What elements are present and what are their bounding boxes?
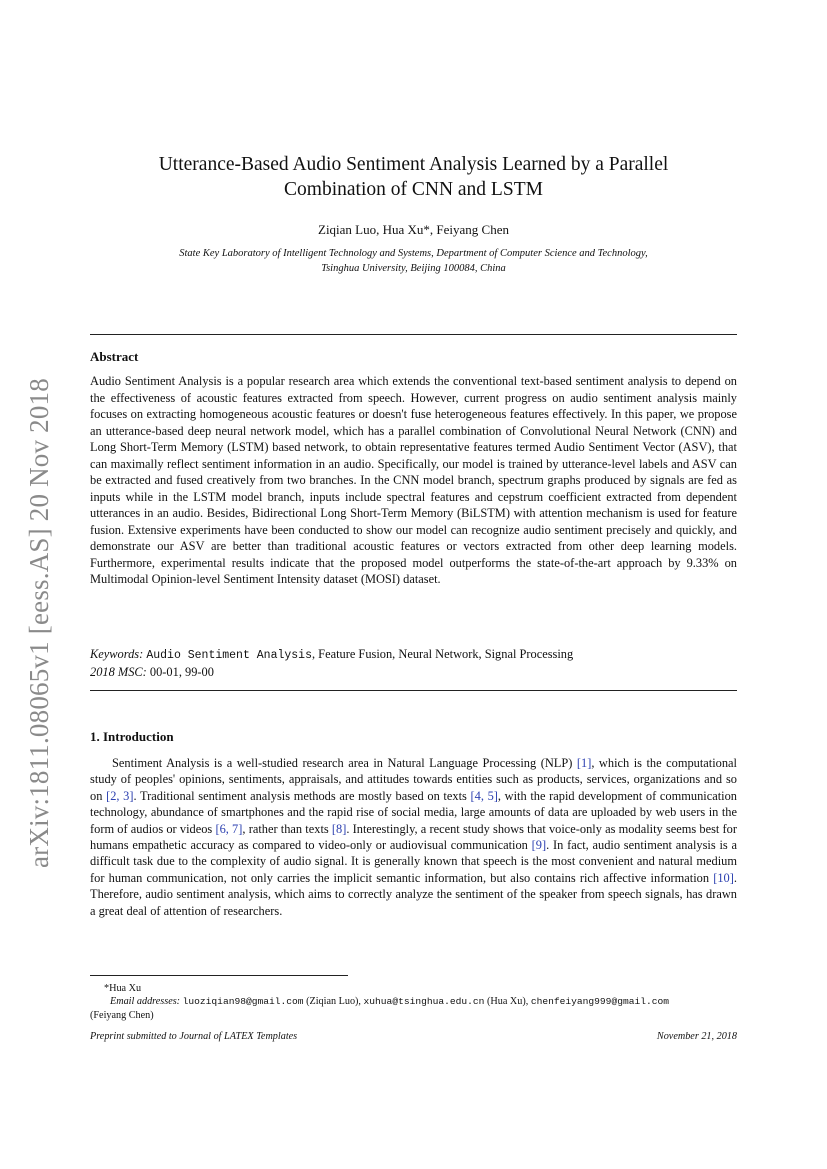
footnote-emails (90, 995, 737, 1023)
email-owner-3: (Feiyang Chen) (90, 1010, 154, 1021)
footer-date: November 21, 2018 (656, 1031, 737, 1042)
citation-link[interactable]: [1] (576, 756, 592, 770)
email-address-1[interactable]: luoziqian98@gmail.com (182, 996, 304, 1007)
abstract-top-rule (90, 334, 737, 335)
title-line-1: Utterance-Based Audio Sentiment Analysis Learned by a Parallel (158, 154, 669, 175)
paper-title (100, 152, 727, 202)
intro-text: , which is the computational study of peoples' opinions, sentiments, appraisals, and attitudes towards entities such as products, services, organizations and so on (90, 756, 738, 803)
email-address-3[interactable]: chenfeiyang999@gmail.com (530, 996, 670, 1007)
footer-submission-note: Preprint submitted to Journal of LATEX Templates (90, 1031, 298, 1042)
author-list: Ziqian Luo, Hua Xu*, Feiyang Chen (318, 222, 509, 237)
keywords-line (90, 646, 737, 664)
affiliation-line-1: State Key Laboratory of Intelligent Technology and Systems, Department of Computer Science and Technology, (179, 248, 648, 259)
citation-link[interactable]: [4, 5] (470, 788, 498, 803)
email-label: Email addresses: (110, 996, 181, 1007)
citation-link[interactable]: [2, 3] (106, 788, 134, 803)
citation-link[interactable]: [6, 7] (215, 821, 243, 836)
affiliation-line-2: Tsinghua University, Beijing 100084, China (321, 263, 506, 274)
intro-text: . Traditional sentiment analysis methods are mostly based on texts (133, 788, 471, 803)
citation-link[interactable]: [8] (331, 821, 347, 836)
citation-link[interactable]: [10] (713, 870, 734, 885)
abstract-bottom-rule (90, 690, 737, 691)
introduction-paragraph (90, 755, 737, 919)
msc-line (90, 664, 737, 681)
email-address-2[interactable]: xuhua@tsinghua.edu.cn (363, 996, 485, 1007)
title-line-2: Combination of CNN and LSTM (284, 179, 543, 200)
intro-text: . Interestingly, a recent study shows that voice-only as modality seems best for humans empathetic accuracy as compared to video-only or audiovisual communication (90, 821, 738, 853)
msc-label: 2018 MSC: (90, 665, 147, 679)
arxiv-side-identifier: arXiv:1811.08065v1 [eess.AS] 20 Nov 2018 (24, 378, 54, 868)
intro-text: . In fact, audio sentiment analysis is a difficult task due to the complexity of audio signal. It is generally known that speech is the most convenient and natural medium for human communication, not only carries the implicit semantic information, but also contains rich affective information (90, 838, 737, 885)
affiliation (100, 246, 727, 276)
abstract-heading: Abstract (90, 349, 139, 364)
email-owner-2: (Hua Xu), (484, 996, 531, 1007)
keywords-block (90, 646, 737, 681)
intro-text: , rather than texts (242, 821, 332, 836)
section-heading-introduction: 1. Introduction (90, 729, 174, 744)
keyword-primary: Audio Sentiment Analysis (146, 649, 312, 662)
keywords-label: Keywords: (90, 647, 144, 661)
intro-text: . Therefore, audio sentiment analysis, which aims to correctly analyze the sentiment of the speaker from speech signals, has drawn a great deal of attention of researchers. (90, 870, 737, 918)
abstract-text: Audio Sentiment Analysis is a popular research area which extends the conventional text-based sentiment analysis to depend on the effectiveness of acoustic features extracted from speech. However, current progress on audio sentiment analysis mainly focuses on extracting homogeneous acoustic features or doesn't fuse heterogeneous features effectively. In this paper, we propose an utterance-based deep neural network model, which has a parallel combination of Convolutional Neural Network (CNN) and Long Short-Term Memory (LSTM) based network, to obtain representative features termed Audio Sentiment Vector (ASV), that can maximally reflect sentiment information in an audio. Specifically, our model is trained by utterance-level labels and ASV can be extracted and fused creatively from two branches. In the CNN model branch, spectrum graphs produced by signals are fed as inputs while in the LSTM model branch, inputs include spectral features and cepstrum coefficient extracted from dependent utterances in an audio. Besides, Bidirectional Long Short-Term Memory (BiLSTM) with attention mechanism is used for feature fusion. Extensive experiments have been conducted to show our model can recognize audio sentiment precisely and quickly, and demonstrate our ASV are better than traditional acoustic features or vectors extracted from other deep learning models. Furthermore, experimental results indicate that the proposed model outperforms the state-of-the-art approach by 9.33% on Multimodal Opinion-level Sentiment Intensity dataset (MOSI) dataset. (90, 374, 737, 586)
email-owner-1: (Ziqian Luo), (303, 996, 364, 1007)
footnote-rule (90, 975, 348, 976)
footnote-corresponding-author: *Hua Xu (104, 983, 142, 994)
keywords-rest: , Feature Fusion, Neural Network, Signal Processing (311, 647, 574, 661)
msc-value: 00-01, 99-00 (149, 665, 214, 679)
citation-link[interactable]: [9] (531, 838, 547, 853)
intro-text: Sentiment Analysis is a well-studied research area in Natural Language Processing (NLP) (112, 756, 577, 770)
page-footer (90, 1031, 737, 1042)
intro-text: , with the rapid development of communication technology, abundance of smartphones and the rapid rise of social media, large amounts of data are uploaded by web users in the form of audios or videos (90, 788, 737, 836)
